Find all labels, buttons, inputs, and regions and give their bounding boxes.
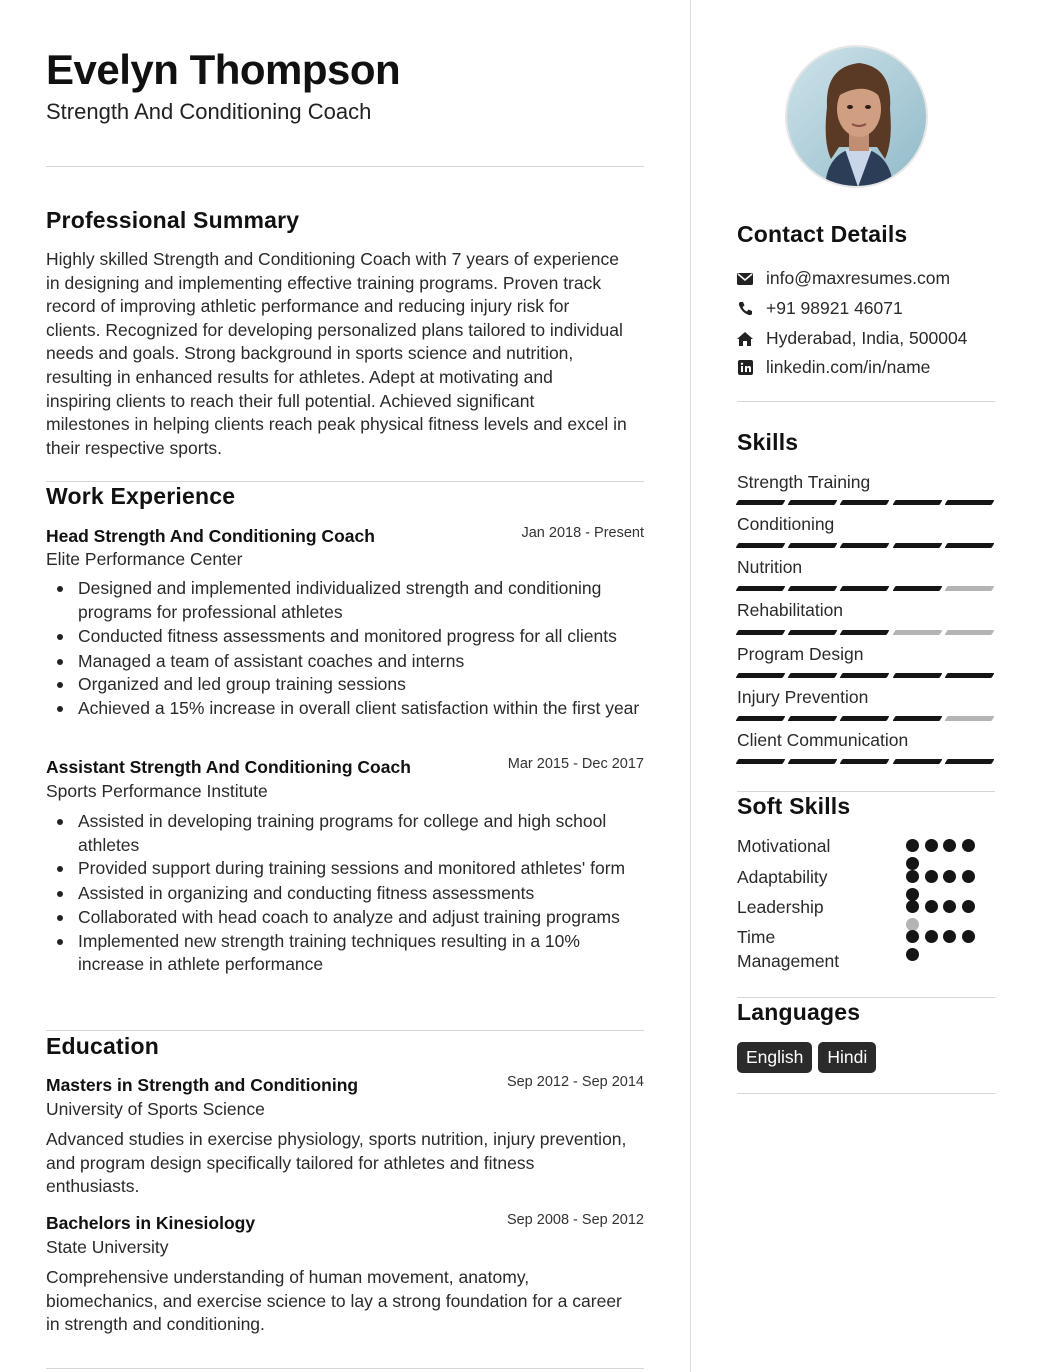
skill-level-segment bbox=[788, 716, 838, 721]
soft-skill-label: Motivational bbox=[737, 836, 831, 856]
rating-dot bbox=[906, 930, 919, 943]
degree-description bbox=[46, 1128, 646, 1199]
list-item: Assisted in organizing and conducting fitness assessments bbox=[78, 882, 648, 906]
experience-heading: Work Experience bbox=[46, 483, 236, 509]
skill-level-bar bbox=[737, 673, 993, 679]
contact-divider bbox=[737, 401, 995, 402]
skill-level-segment bbox=[840, 500, 890, 505]
job-bullets bbox=[78, 810, 648, 977]
rating-dot bbox=[925, 900, 938, 913]
skill-level-segment bbox=[944, 759, 994, 764]
home-icon bbox=[737, 331, 753, 347]
skill-level-segment bbox=[892, 630, 942, 635]
skill-level-segment bbox=[788, 673, 838, 678]
job-date: Mar 2015 - Dec 2017 bbox=[507, 756, 644, 772]
rating-dot bbox=[962, 930, 975, 943]
experience-divider bbox=[46, 1030, 644, 1031]
column-divider bbox=[690, 0, 691, 1372]
rating-dot bbox=[962, 900, 975, 913]
rating-dot bbox=[962, 839, 975, 852]
skill-level-bar bbox=[737, 586, 993, 592]
summary-line: record of improving athletic performance and reducing injury risk for bbox=[46, 296, 570, 317]
degree-date: Sep 2012 - Sep 2014 bbox=[506, 1074, 644, 1090]
rating-dot bbox=[943, 870, 956, 883]
header-divider bbox=[46, 166, 644, 167]
summary-line: needs and goals. Strong background in sports science and nutrition, bbox=[46, 343, 574, 364]
skill-level-bar bbox=[737, 716, 993, 722]
education-divider bbox=[46, 1368, 644, 1369]
contact-phone-text: +91 98921 46071 bbox=[766, 298, 903, 318]
rating-dot bbox=[925, 839, 938, 852]
rating-dot bbox=[906, 900, 919, 913]
skills-heading: Skills bbox=[737, 429, 799, 455]
skill-level-segment bbox=[892, 543, 942, 548]
skill-level-segment bbox=[840, 630, 890, 635]
list-item: Collaborated with head coach to analyze and adjust training programs bbox=[78, 906, 648, 930]
languages-heading: Languages bbox=[737, 999, 861, 1025]
job-title: Head Strength And Conditioning Coach bbox=[46, 526, 375, 546]
description-line: and program design specifically tailored for athletes and fitness bbox=[46, 1152, 535, 1173]
description-line: in strength and conditioning. bbox=[46, 1314, 265, 1335]
summary-text bbox=[46, 248, 646, 460]
soft-skill-label: Leadership bbox=[737, 897, 824, 917]
school-name: State University bbox=[46, 1237, 169, 1257]
summary-heading: Professional Summary bbox=[46, 207, 300, 233]
rating-dot bbox=[906, 948, 919, 961]
soft-skill-rating bbox=[906, 870, 981, 884]
list-item: Organized and led group training sessions bbox=[78, 673, 648, 697]
degree-title: Bachelors in Kinesiology bbox=[46, 1213, 256, 1233]
phone-icon bbox=[737, 301, 753, 317]
school-name: University of Sports Science bbox=[46, 1099, 265, 1119]
rating-dot bbox=[906, 857, 919, 870]
job-organization: Elite Performance Center bbox=[46, 549, 243, 569]
skill-level-segment bbox=[736, 716, 786, 721]
soft-skill-rating bbox=[906, 900, 981, 914]
job-organization: Sports Performance Institute bbox=[46, 781, 268, 801]
summary-line: milestones in helping clients reach peak physical fitness levels and excel in bbox=[46, 414, 627, 435]
skills-divider bbox=[737, 791, 995, 792]
skill-level-segment bbox=[840, 543, 890, 548]
skill-level-segment bbox=[788, 500, 838, 505]
skill-label: Program Design bbox=[737, 644, 864, 664]
skill-level-segment bbox=[944, 500, 994, 505]
soft-skill-label: Time Management bbox=[737, 927, 840, 971]
skill-level-segment bbox=[736, 630, 786, 635]
summary-line: Highly skilled Strength and Conditioning Coach with 7 years of experience bbox=[46, 249, 619, 269]
skill-label: Strength Training bbox=[737, 472, 871, 492]
list-item: Conducted fitness assessments and monitored progress for all clients bbox=[78, 625, 648, 649]
skill-level-segment bbox=[840, 716, 890, 721]
skill-level-segment bbox=[892, 716, 942, 721]
skill-label: Client Communication bbox=[737, 730, 909, 750]
skill-label: Nutrition bbox=[737, 557, 803, 577]
rating-dot bbox=[943, 930, 956, 943]
skill-level-segment bbox=[840, 673, 890, 678]
skill-level-segment bbox=[892, 500, 942, 505]
language-tag: English bbox=[737, 1042, 812, 1073]
soft-skill-rating bbox=[906, 839, 981, 853]
skill-level-bar bbox=[737, 630, 993, 636]
skill-level-bar bbox=[737, 759, 993, 765]
rating-dot bbox=[962, 870, 975, 883]
soft-skill-label: Adaptability bbox=[737, 867, 828, 887]
soft-skills-heading: Soft Skills bbox=[737, 793, 851, 819]
description-line: biomechanics, and exercise science to lay a strong foundation for a career bbox=[46, 1290, 622, 1311]
summary-line: their respective sports. bbox=[46, 437, 223, 458]
skill-level-segment bbox=[944, 673, 994, 678]
skill-level-segment bbox=[788, 630, 838, 635]
summary-divider bbox=[46, 481, 644, 482]
description-line: enthusiasts. bbox=[46, 1176, 140, 1197]
rating-dot bbox=[943, 900, 956, 913]
contact-email[interactable] bbox=[737, 268, 950, 289]
summary-line: clients. Recognized for developing personalized plans tailored to individual bbox=[46, 319, 623, 340]
skill-level-segment bbox=[788, 543, 838, 548]
skill-level-segment bbox=[892, 673, 942, 678]
skill-level-segment bbox=[944, 543, 994, 548]
soft-skills-divider bbox=[737, 997, 995, 998]
languages-list bbox=[737, 1042, 876, 1073]
contact-address bbox=[737, 328, 967, 349]
rating-dot bbox=[943, 839, 956, 852]
skill-level-segment bbox=[736, 500, 786, 505]
rating-dot bbox=[925, 930, 938, 943]
list-item: Provided support during training sessions and monitored athletes' form bbox=[78, 857, 648, 881]
list-item: Managed a team of assistant coaches and interns bbox=[78, 650, 648, 674]
degree-description bbox=[46, 1266, 646, 1337]
degree-date: Sep 2008 - Sep 2012 bbox=[506, 1212, 644, 1228]
education-heading: Education bbox=[46, 1033, 159, 1059]
degree-title: Masters in Strength and Conditioning bbox=[46, 1075, 359, 1095]
envelope-icon bbox=[737, 271, 753, 287]
skill-level-segment bbox=[944, 586, 994, 591]
job-bullets bbox=[78, 577, 648, 720]
skill-level-segment bbox=[788, 759, 838, 764]
skill-label: Injury Prevention bbox=[737, 687, 869, 707]
skill-level-segment bbox=[736, 759, 786, 764]
contact-linkedin[interactable] bbox=[737, 357, 930, 378]
description-line: Advanced studies in exercise physiology, sports nutrition, injury prevention, bbox=[46, 1129, 627, 1149]
skill-level-segment bbox=[736, 673, 786, 678]
skill-level-bar bbox=[737, 543, 993, 549]
skill-level-segment bbox=[944, 630, 994, 635]
description-line: Comprehensive understanding of human movement, anatomy, bbox=[46, 1267, 530, 1287]
rating-dot bbox=[925, 870, 938, 883]
job-date: Jan 2018 - Present bbox=[521, 525, 644, 541]
contact-linkedin-text: linkedin.com/in/name bbox=[766, 357, 931, 377]
rating-dot bbox=[906, 870, 919, 883]
summary-line: in designing and implementing effective training programs. Proven track bbox=[46, 272, 602, 293]
skill-level-segment bbox=[892, 586, 942, 591]
skill-level-segment bbox=[788, 586, 838, 591]
list-item: Designed and implemented individualized strength and conditioning programs for professional athletes bbox=[78, 577, 648, 624]
skill-label: Rehabilitation bbox=[737, 600, 844, 620]
contact-address-text: Hyderabad, India, 500004 bbox=[766, 328, 968, 348]
candidate-title: Strength And Conditioning Coach bbox=[46, 99, 372, 124]
linkedin-icon bbox=[737, 360, 753, 376]
skill-level-segment bbox=[840, 759, 890, 764]
contact-email-text: info@maxresumes.com bbox=[766, 268, 951, 288]
job-title: Assistant Strength And Conditioning Coach bbox=[46, 757, 411, 777]
skill-level-segment bbox=[736, 586, 786, 591]
skill-level-segment bbox=[892, 759, 942, 764]
language-tag: Hindi bbox=[818, 1042, 876, 1073]
summary-line: resulting in enhanced results for athletes. Adept at motivating and bbox=[46, 366, 553, 387]
list-item: Implemented new strength training techniques resulting in a 10% increase in athlete performance bbox=[78, 930, 648, 977]
list-item: Achieved a 15% increase in overall client satisfaction within the first year bbox=[78, 697, 648, 721]
profile-photo bbox=[785, 45, 928, 188]
skill-level-segment bbox=[736, 543, 786, 548]
list-item: Assisted in developing training programs for college and high school athletes bbox=[78, 810, 648, 857]
skill-label: Conditioning bbox=[737, 514, 835, 534]
contact-heading: Contact Details bbox=[737, 221, 908, 247]
rating-dot bbox=[906, 839, 919, 852]
soft-skill-rating bbox=[906, 930, 981, 944]
skill-level-segment bbox=[840, 586, 890, 591]
contact-phone[interactable] bbox=[737, 298, 903, 319]
skill-level-bar bbox=[737, 500, 993, 506]
candidate-name: Evelyn Thompson bbox=[46, 46, 401, 93]
languages-divider bbox=[737, 1093, 995, 1094]
skill-level-segment bbox=[944, 716, 994, 721]
summary-line: inspiring clients to reach their full potential. Achieved significant bbox=[46, 390, 535, 411]
